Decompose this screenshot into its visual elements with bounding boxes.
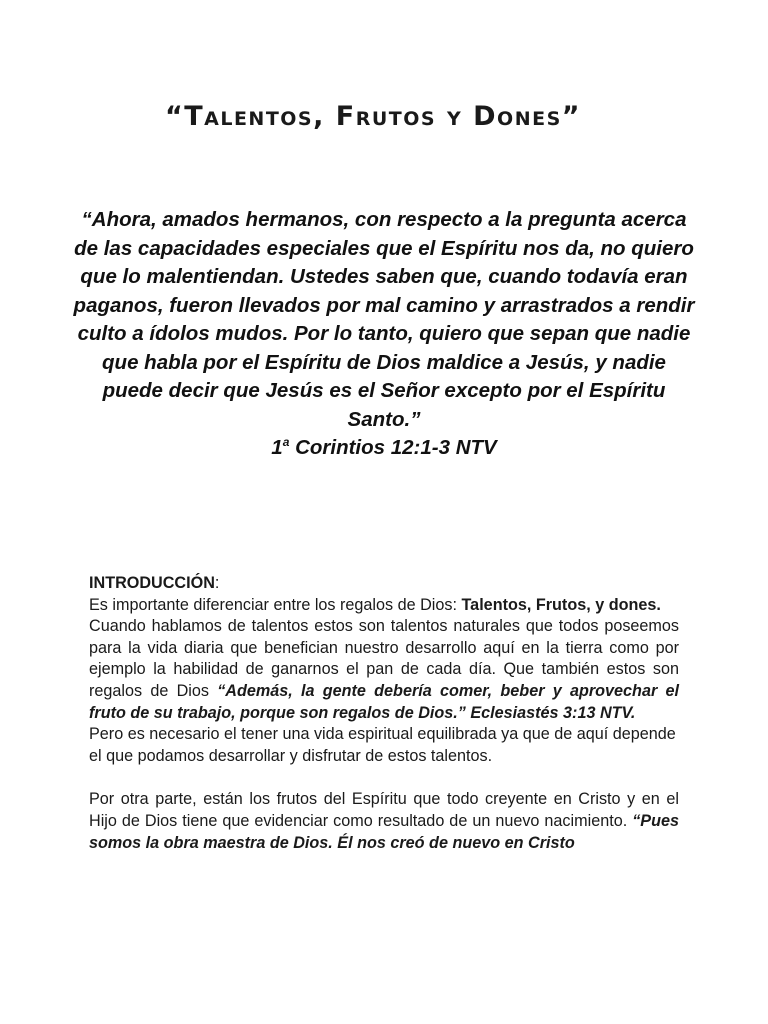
reference-superscript: a — [282, 435, 290, 449]
reference-book-number: 1 — [271, 436, 283, 459]
intro-p4-text: Por otra parte, están los frutos del Espíritu que todo creyente en Cristo y en el Hijo de Dios tiene que evidenciar como resultado de un nuevo nacimiento. — [89, 790, 679, 830]
intro-paragraph-4 — [89, 789, 679, 854]
intro-p2-quote: “Además, la gente debería comer, beber y aprovechar el fruto de su trabajo, porque son regalos de Dios.” Eclesiastés 3:13 NTV. — [89, 681, 679, 722]
document-title: “Talentos, Frutos y Dones” — [164, 101, 582, 132]
intro-p1-bold: Talentos, Frutos, y dones. — [461, 595, 661, 614]
quote-text: “Ahora, amados hermanos, con respecto a la pregunta acerca de las capacidades especiales que el Espíritu nos da, no quiero que lo malentiendan. Ustedes saben que, cuando todavía eran paganos, fueron llevados por mal camino y arrastrados a rendir culto a ídolos mudos. Por lo tanto, quiero que sepan que nadie que habla por el Espíritu de Dios maldice a Jesús, y nadie puede decir que Jesús es el Señor excepto por el Espíritu Santo.” — [73, 208, 695, 431]
intro-p1-text: Es importante diferenciar entre los regalos de Dios: — [89, 595, 462, 614]
intro-heading-colon: : — [214, 574, 220, 592]
intro-p4-quote: “Pues somos la obra maestra de Dios. Él nos creó de nuevo en Cristo — [89, 811, 679, 852]
intro-paragraph-3: Pero es necesario el tener una vida espiritual equilibrada ya que de aquí depende el que podamos desarrollar y disfrutar de estos talentos. — [89, 725, 676, 765]
scripture-quote — [70, 206, 698, 463]
paragraph-gap — [89, 767, 679, 789]
intro-paragraph-1 — [89, 595, 679, 617]
introduction-section — [89, 573, 679, 854]
intro-heading: INTRODUCCIÓN — [89, 574, 215, 592]
intro-paragraph-2 — [89, 616, 679, 724]
intro-heading-line — [89, 573, 679, 595]
intro-p2-text: Cuando hablamos de talentos estos son talentos naturales que todos poseemos para la vida diaria que benefician nuestro desarrollo aquí en la tierra como por ejemplo la habilidad de ganarnos el pan de cada día. Que también estos son regalos de Dios — [89, 617, 679, 700]
reference-citation: Corintios 12:1-3 NTV — [289, 436, 497, 459]
quote-reference — [70, 434, 698, 463]
